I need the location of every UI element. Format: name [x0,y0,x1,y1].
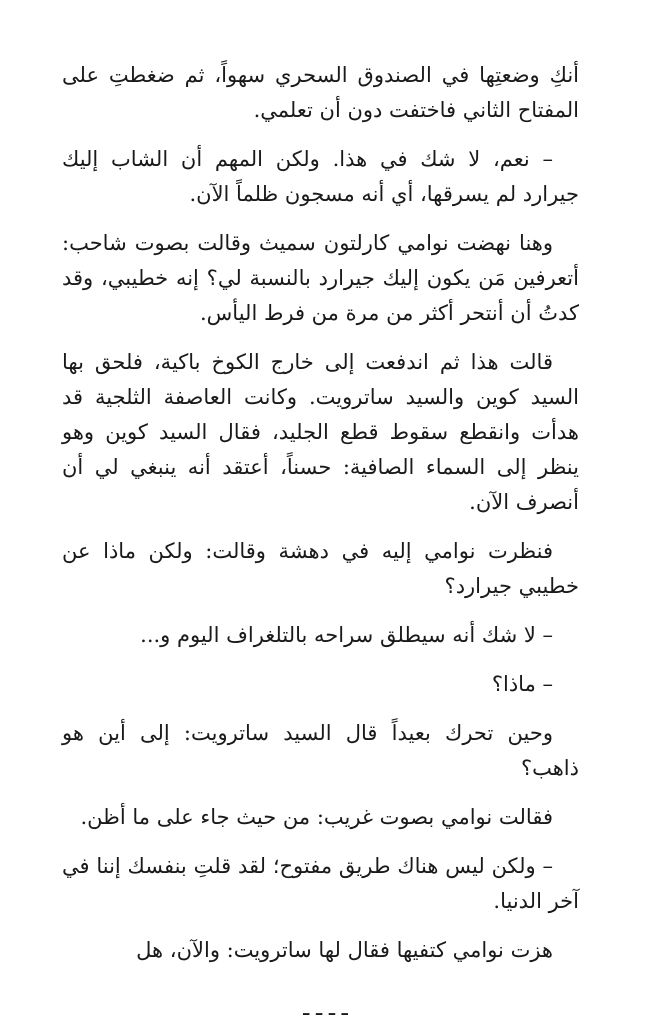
page-text [62,58,579,982]
paragraph-7: – ماذا؟ [491,672,553,696]
paragraph-10: – ولكن ليس هناك طريق مفتوح؛ لقد قلتِ بنفسك إننا في آخر الدنيا. [62,854,579,913]
paragraph-2: – نعم، لا شك في هذا. ولكن المهم أن الشاب إليك جيرارد لم يسرقها، أي أنه مسجون ظلماً الآن. [62,147,579,206]
paragraph-3: وهنا نهضت نوامي كارلتون سميث وقالت بصوت شاحب: أتعرفين مَن يكون إليك جيرارد بالنسبة لي؟ إنه خطيبي، وقد كدتُ أن أنتحر أكثر من مرة من فرط اليأس. [62,231,579,325]
paragraph-6: – لا شك أنه سيطلق سراحه بالتلغراف اليوم و... [140,623,553,647]
paragraph-11: هزت نوامي كتفيها فقال لها ساترويت: والآن، هل [136,938,553,962]
paragraph-4: قالت هذا ثم اندفعت إلى خارج الكوخ باكية، فلحق بها السيد كوين والسيد ساترويت. وكانت العاصفة الثلجية قد هدأت وانقطع سقوط قطع الجليد، فقال السيد كوين وهو ينظر إلى السماء الصافية: حسناً، أعتقد أنه ينبغي لي أن أنصرف الآن. [62,350,579,514]
paragraph-8: وحين تحرك بعيداً قال السيد ساترويت: إلى أين هو ذاهب؟ [62,721,579,780]
paragraph-5: فنظرت نوامي إليه في دهشة وقالت: ولكن ماذا عن خطيبي جيرارد؟ [62,539,579,598]
cut-off-line: ـ ـ ـ ـ [303,996,348,1020]
paragraph-1: أنكِ وضعتِها في الصندوق السحري سهواً، ثم ضغطتِ على المفتاح الثاني فاختفت دون أن تعلمي. [62,63,579,122]
paragraph-9: فقالت نوامي بصوت غريب: من حيث جاء على ما أظن. [80,805,553,829]
